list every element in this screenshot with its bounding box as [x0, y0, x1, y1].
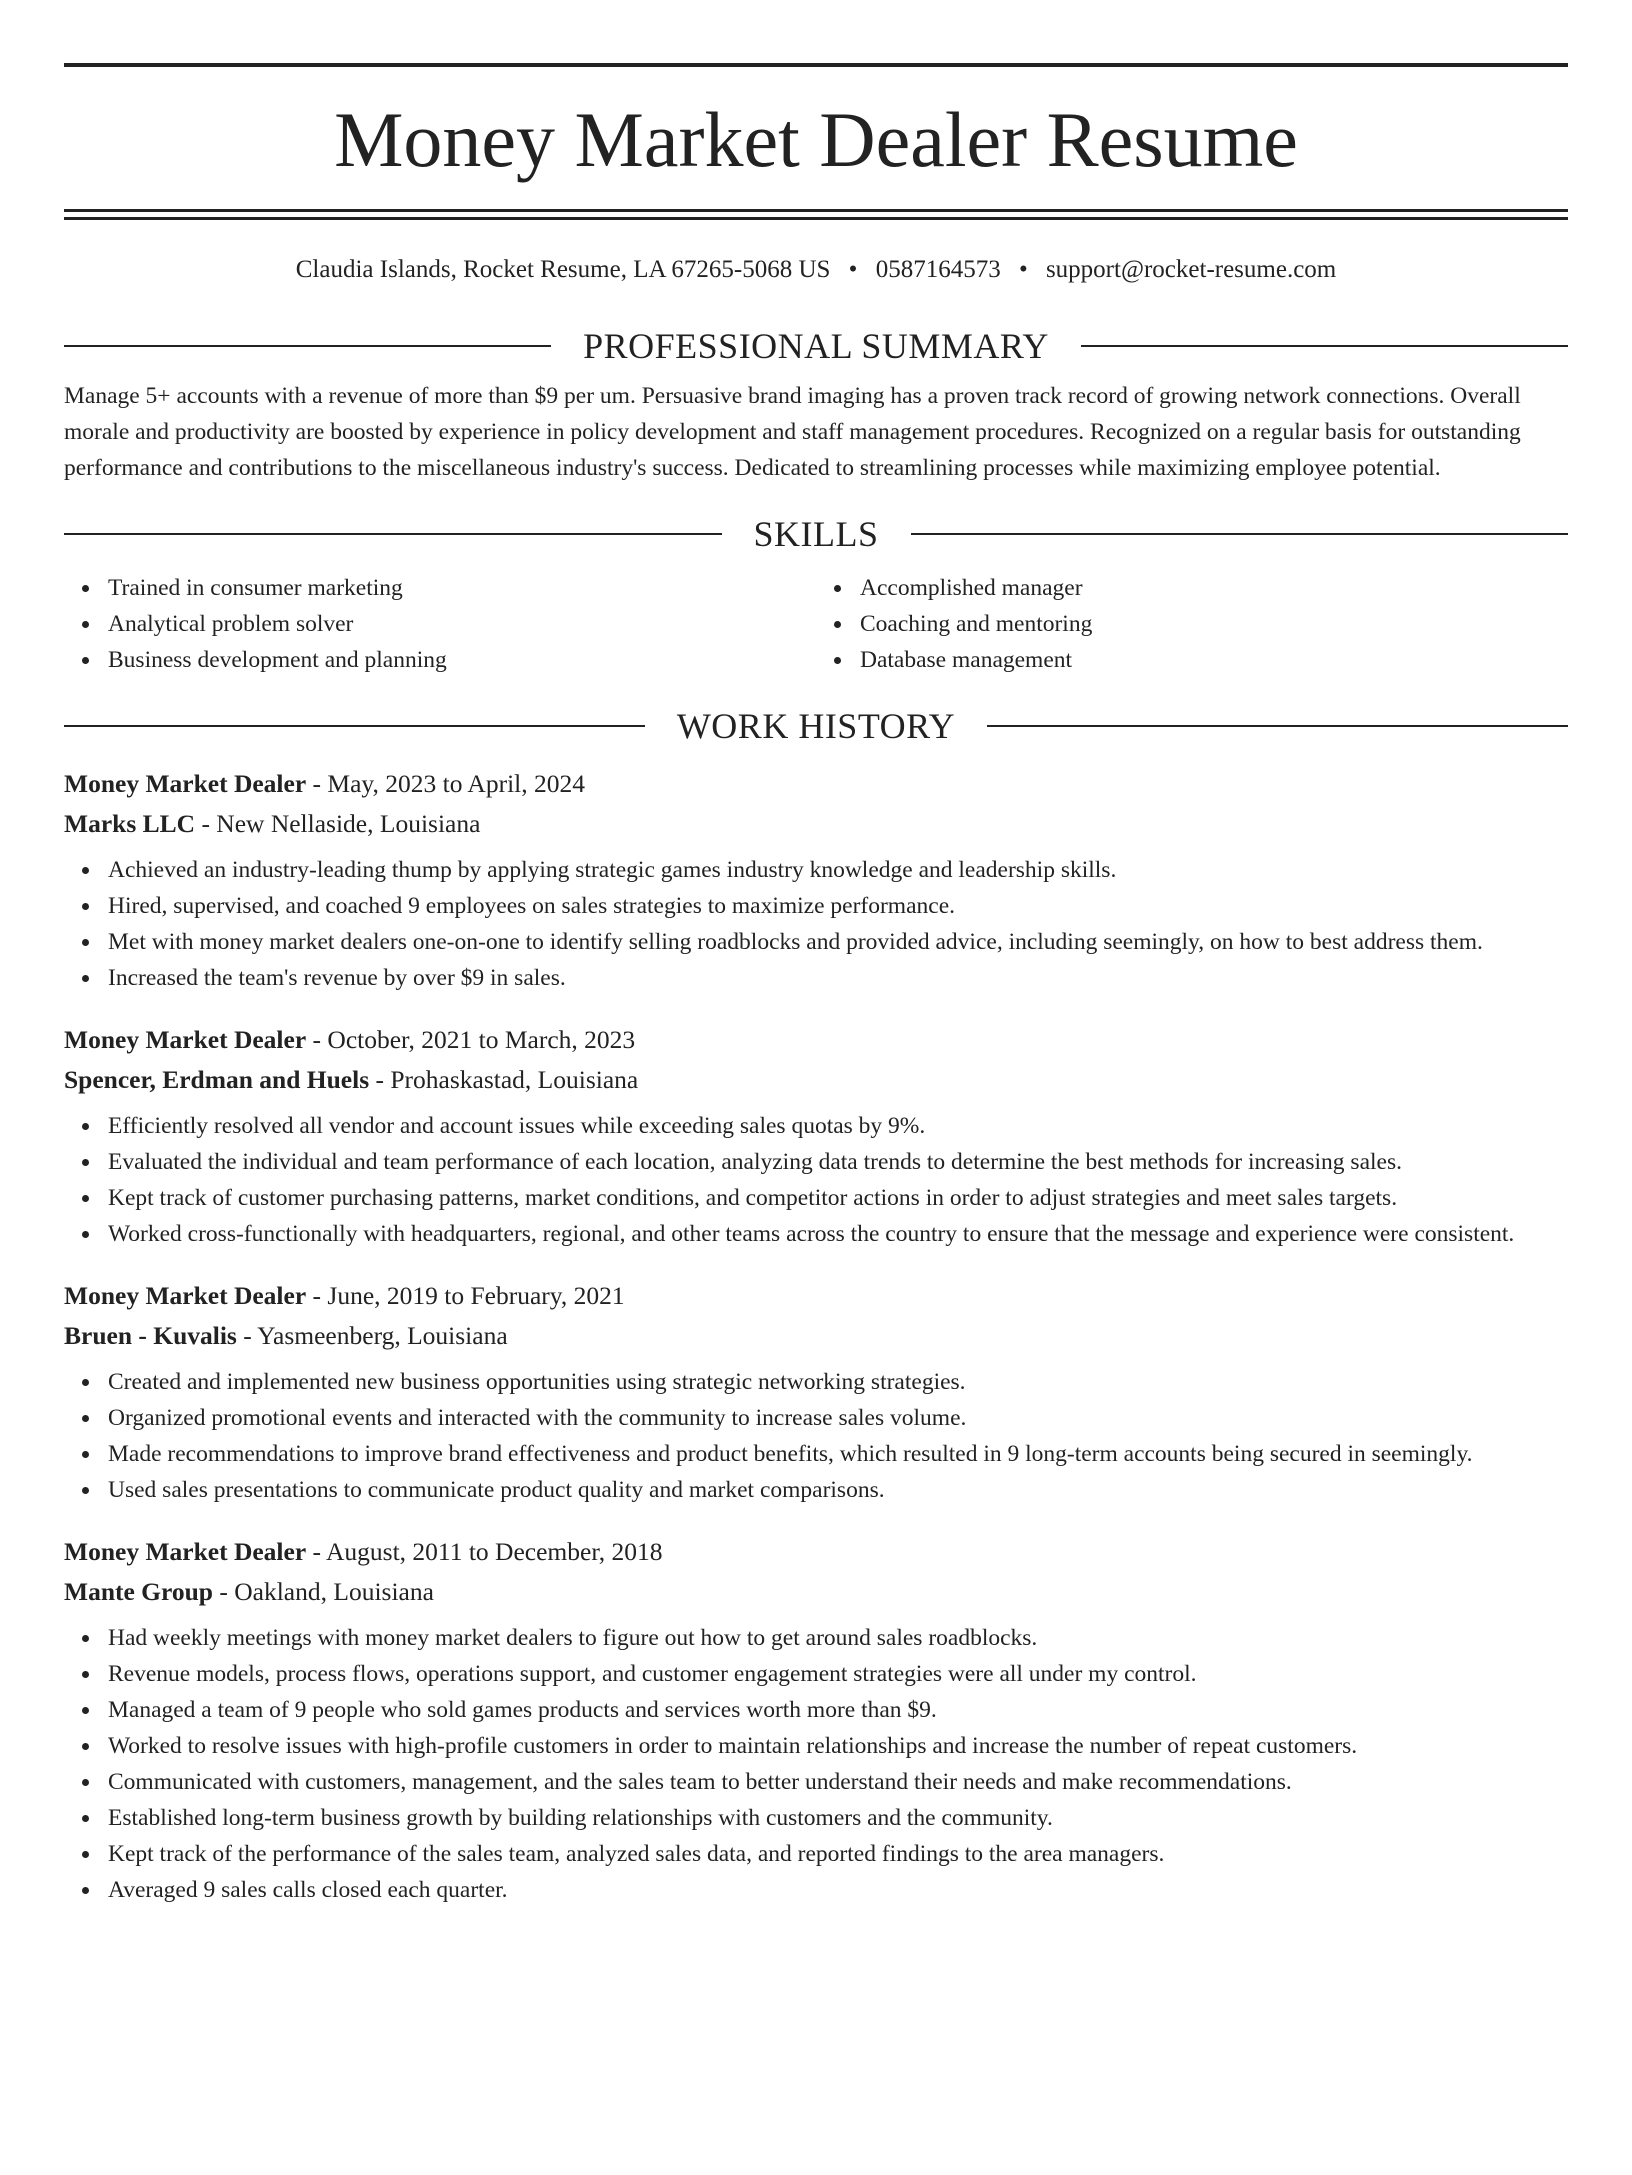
skill-item: Business development and planning: [108, 642, 816, 678]
job-bullet: Created and implemented new business opportunities using strategic networking strategies.: [108, 1364, 1568, 1400]
job-title-line: [64, 1020, 1568, 1060]
job-bullet: Made recommendations to improve brand effectiveness and product benefits, which resulted in 9 long-term accounts being secured in seemingly.: [108, 1436, 1568, 1472]
job-bullet: Worked to resolve issues with high-profile customers in order to maintain relationships and increase the number of repeat customers.: [108, 1728, 1568, 1764]
resume-page: [0, 63, 1632, 2175]
job-bullet: Kept track of customer purchasing patterns, market conditions, and competitor actions in order to adjust strategies and meet sales targets.: [108, 1180, 1568, 1216]
job-title-line: [64, 1532, 1568, 1572]
job-title: Money Market Dealer: [64, 1537, 307, 1566]
job-company-line: [64, 1060, 1568, 1100]
job-location: - Yasmeenberg, Louisiana: [236, 1321, 508, 1350]
job-location: - New Nellaside, Louisiana: [195, 809, 481, 838]
top-rule: [64, 63, 1568, 67]
job-bullet: Hired, supervised, and coached 9 employees on sales strategies to maximize performance.: [108, 888, 1568, 924]
section-title-skills: SKILLS: [753, 514, 879, 554]
job-entry: [64, 1020, 1568, 1252]
job-company-line: [64, 804, 1568, 844]
job-bullet: Used sales presentations to communicate product quality and market comparisons.: [108, 1472, 1568, 1508]
job-title-line: [64, 764, 1568, 804]
skill-item: Coaching and mentoring: [860, 606, 1568, 642]
skill-item: Trained in consumer marketing: [108, 570, 816, 606]
section-header-skills: [64, 516, 1568, 552]
job-company-line: [64, 1572, 1568, 1612]
contact-address: Claudia Islands, Rocket Resume, LA 67265-5068 US: [295, 256, 831, 283]
job-entry: [64, 764, 1568, 996]
section-rule-right: [1081, 345, 1568, 347]
job-bullet: Achieved an industry-leading thump by applying strategic games industry knowledge and leadership skills.: [108, 852, 1568, 888]
job-bullets: [64, 1364, 1568, 1508]
skills-list: [64, 570, 1568, 678]
job-location: - Prohaskastad, Louisiana: [369, 1065, 639, 1094]
skill-item: Database management: [860, 642, 1568, 678]
job-bullet: Revenue models, process flows, operations support, and customer engagement strategies were all under my control.: [108, 1656, 1568, 1692]
section-title-summary: PROFESSIONAL SUMMARY: [583, 326, 1049, 366]
contact-phone: 0587164573: [875, 256, 1001, 283]
job-title-line: [64, 1276, 1568, 1316]
job-company: Marks LLC: [64, 809, 196, 838]
section-title-work: WORK HISTORY: [676, 706, 956, 746]
job-bullet: Met with money market dealers one-on-one to identify selling roadblocks and provided advice, including seemingly, on how to best address them.: [108, 924, 1568, 960]
job-dates: - June, 2019 to February, 2021: [306, 1281, 625, 1310]
job-entry: [64, 1532, 1568, 1908]
job-dates: - October, 2021 to March, 2023: [306, 1025, 636, 1054]
job-title: Money Market Dealer: [64, 1281, 307, 1310]
section-header-summary: [64, 328, 1568, 364]
section-rule-right: [911, 533, 1569, 535]
job-bullet: Communicated with customers, management, and the sales team to better understand their needs and make recommendations.: [108, 1764, 1568, 1800]
skill-item: Analytical problem solver: [108, 606, 816, 642]
page-title: Money Market Dealer Resume: [334, 96, 1298, 183]
contact-separator: •: [848, 256, 858, 283]
job-bullet: Increased the team's revenue by over $9 in sales.: [108, 960, 1568, 996]
section-rule-left: [64, 533, 722, 535]
job-bullet: Evaluated the individual and team performance of each location, analyzing data trends to determine the best methods for increasing sales.: [108, 1144, 1568, 1180]
job-bullet: Had weekly meetings with money market dealers to figure out how to get around sales roadblocks.: [108, 1620, 1568, 1656]
job-dates: - August, 2011 to December, 2018: [306, 1537, 663, 1566]
section-header-work: [64, 708, 1568, 744]
job-title: Money Market Dealer: [64, 1025, 307, 1054]
job-bullet: Averaged 9 sales calls closed each quarter.: [108, 1872, 1568, 1908]
job-location: - Oakland, Louisiana: [213, 1577, 434, 1606]
job-company: Bruen - Kuvalis: [64, 1321, 237, 1350]
skills-column-left: [64, 570, 816, 678]
job-title: Money Market Dealer: [64, 769, 307, 798]
job-dates: - May, 2023 to April, 2024: [306, 769, 585, 798]
job-bullet: Worked cross-functionally with headquarters, regional, and other teams across the country to ensure that the message and experience were consistent.: [108, 1216, 1568, 1252]
job-bullet: Efficiently resolved all vendor and account issues while exceeding sales quotas by 9%.: [108, 1108, 1568, 1144]
summary-text: Manage 5+ accounts with a revenue of more than $9 per um. Persuasive brand imaging has a proven track record of growing network connections. Overall morale and productivity are boosted by experience in policy development and staff management procedures. Recognized on a regular basis for outstanding performance and contributions to the miscellaneous industry's success. Dedicated to streamlining processes while maximizing employee potential.: [64, 383, 1521, 481]
skills-column-right: [816, 570, 1568, 678]
skill-item: Accomplished manager: [860, 570, 1568, 606]
job-bullet: Managed a team of 9 people who sold games products and services worth more than $9.: [108, 1692, 1568, 1728]
contact-line: [64, 257, 1568, 282]
job-bullets: [64, 1620, 1568, 1908]
job-company-line: [64, 1316, 1568, 1356]
job-bullets: [64, 1108, 1568, 1252]
job-bullet: Organized promotional events and interacted with the community to increase sales volume.: [108, 1400, 1568, 1436]
title-double-rule: [64, 209, 1568, 220]
job-bullet: Kept track of the performance of the sales team, analyzed sales data, and reported findings to the area managers.: [108, 1836, 1568, 1872]
job-entry: [64, 1276, 1568, 1508]
section-rule-right: [987, 725, 1568, 727]
contact-email: support@rocket-resume.com: [1045, 256, 1337, 283]
section-rule-left: [64, 725, 645, 727]
job-company: Mante Group: [64, 1577, 213, 1606]
job-company: Spencer, Erdman and Huels: [64, 1065, 370, 1094]
section-rule-left: [64, 345, 551, 347]
job-bullets: [64, 852, 1568, 996]
contact-separator: •: [1018, 256, 1028, 283]
job-bullet: Established long-term business growth by building relationships with customers and the community.: [108, 1800, 1568, 1836]
